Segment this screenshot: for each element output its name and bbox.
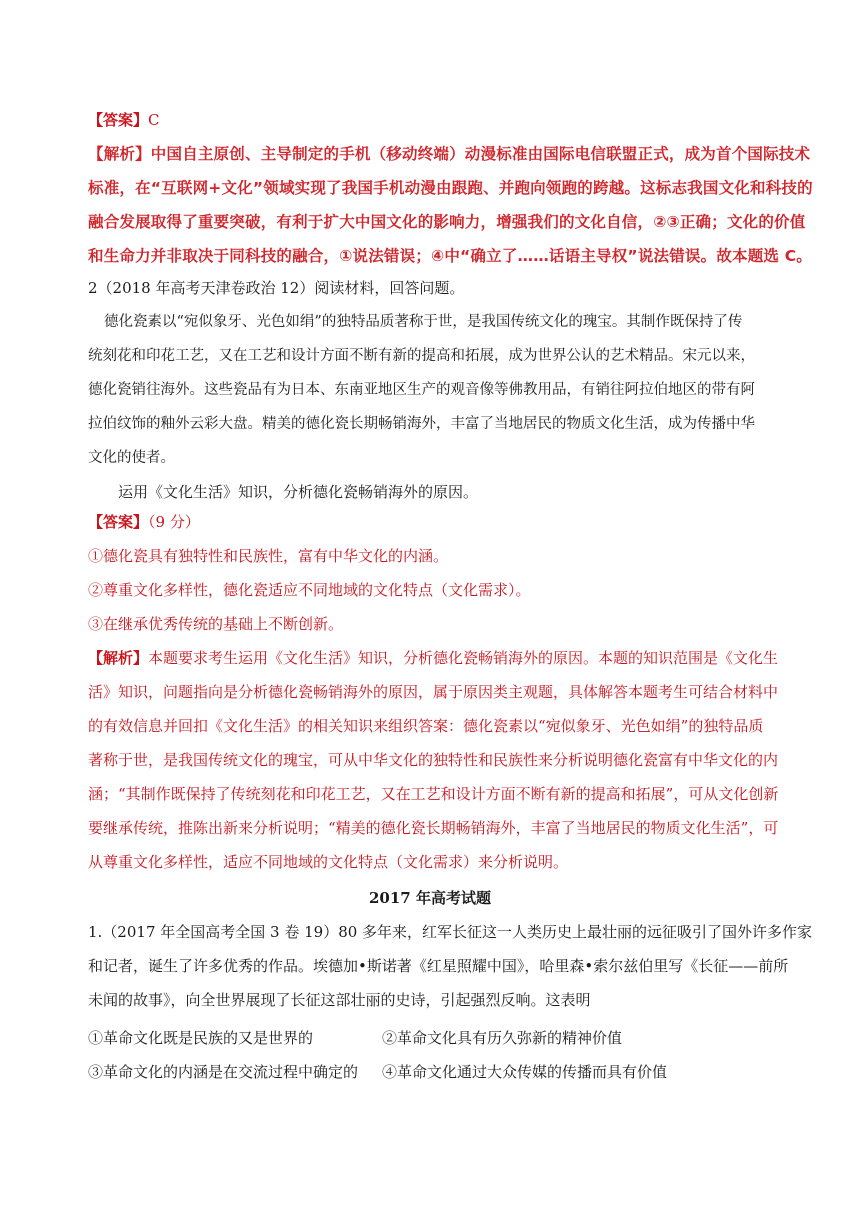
q1-analysis-line-2: 标准，在“互联网+文化”领域实现了我国手机动漫由跟跑、并跑向领跑的跨越。这标志我国文化和科技的 [88,179,813,197]
q2-analysis-line-3: 的有效信息并回扣《文化生活》的相关知识来组织答案：德化瓷素以“宛似象牙、光色如绢”的独特品质 [88,717,764,735]
q2-analysis-line-6: 要继承传统，推陈出新来分析说明；“精美的德化瓷长期畅销海外，丰富了当地居民的物质文化生活”，可 [88,819,779,837]
q2-analysis-line-4: 著称于世，是我国传统文化的瑰宝，可从中华文化的独特性和民族性来分析说明德化瓷富有中华文化的内 [88,751,779,769]
q2-material-line-3: 德化瓷销往海外。这些瓷品有为日本、东南亚地区生产的观音像等佛教用品，有销往阿拉伯地区的带有阿 [88,382,755,398]
q2-analysis-line-5: 涵；“其制作既保持了传统刻花和印花工艺，又在工艺和设计方面不断有新的提高和拓展”，可从文化创新 [88,785,779,803]
q2-material-line-2: 统刻花和印花工艺，又在工艺和设计方面不断有新的提高和拓展，成为世界公认的艺术精品。宋元以来， [88,348,755,364]
q2-analysis-label: 【解析】 [88,649,149,667]
q2017-1-stem-line-1: 1.（2017 年全国高考全国 3 卷 19）80 多年来，红军长征这一人类历史上最壮丽的远征吸引了国外许多作家 [88,923,813,941]
q2-material-line-5: 文化的使者。 [88,450,175,466]
q2017-1-option-1: ①革命文化既是民族的又是世界的 [88,1029,314,1047]
q2017-1-stem-line-2: 和记者，诞生了许多优秀的作品。埃德加•斯诺著《红星照耀中国》，哈里森•索尔兹伯里写《长征——前所 [88,957,789,975]
q2017-1-option-4: ④革命文化通过大众传媒的传播而具有价值 [382,1063,668,1081]
q2-answer [88,512,788,532]
q2017-1-option-2: ②革命文化具有历久弥新的精神价值 [382,1029,623,1047]
q2-analysis-line-1 [88,648,788,668]
q1-answer-label: 【答案】 [88,111,149,129]
q1-answer [88,110,788,130]
q2-answer-label: 【答案】 [88,513,149,531]
q2-answer-point-1: ①德化瓷具有独特性和民族性，富有中华文化的内涵。 [88,547,449,565]
q1-analysis-line-1: 【解析】中国自主原创、主导制定的手机（移动终端）动漫标准由国际电信联盟正式，成为首个国际技术 [88,145,811,163]
q2-material-line-4: 拉伯纹饰的釉外云彩大盘。精美的德化瓷长期畅销海外，丰富了当地居民的物质文化生活，成为传播中华 [88,416,755,432]
q2-analysis-line-7: 从尊重文化多样性，适应不同地域的文化特点（文化需求）来分析说明。 [88,853,569,871]
q2-analysis-line-2: 活》知识，问题指向是分析德化瓷畅销海外的原因，属于原因类主观题，具体解答本题考生可结合材料中 [88,683,779,701]
q2017-1-option-3: ③革命文化的内涵是在交流过程中确定的 [88,1063,359,1081]
q2-analysis-text-1: 本题要求考生运用《文化生活》知识，分析德化瓷畅销海外的原因。本题的知识范围是《文化生 [148,649,779,667]
q1-analysis-line-4: 和生命力并非取决于同科技的融合，①说法错误；④中“确立了……话语主导权”说法错误。故本题选 C。 [88,247,812,265]
q2-header: 2（2018 年高考天津卷政治 12）阅读材料，回答问题。 [88,279,465,297]
q2-answer-point-3: ③在继承优秀传统的基础上不断创新。 [88,615,344,633]
q2-material-line-1: 德化瓷素以“宛似象牙、光色如绢”的独特品质著称于世，是我国传统文化的瑰宝。其制作既保持了传 [104,314,743,330]
q1-analysis-line-3: 融合发展取得了重要突破，有利于扩大中国文化的影响力，增强我们的文化自信，②③正确；文化的价值 [88,213,806,231]
q2017-1-stem-line-3: 未闻的故事》，向全世界展现了长征这部壮丽的史诗，引起强烈反响。这表明 [88,991,591,1009]
q2-answer-score: （9 分） [148,513,200,531]
section-title-2017: 2017 年高考试题 [369,889,491,907]
q2-answer-point-2: ②尊重文化多样性，德化瓷适应不同地域的文化特点（文化需求）。 [88,581,531,599]
q2-question: 运用《文化生活》知识，分析德化瓷畅销海外的原因。 [118,483,479,501]
q1-answer-value: C [148,111,160,129]
